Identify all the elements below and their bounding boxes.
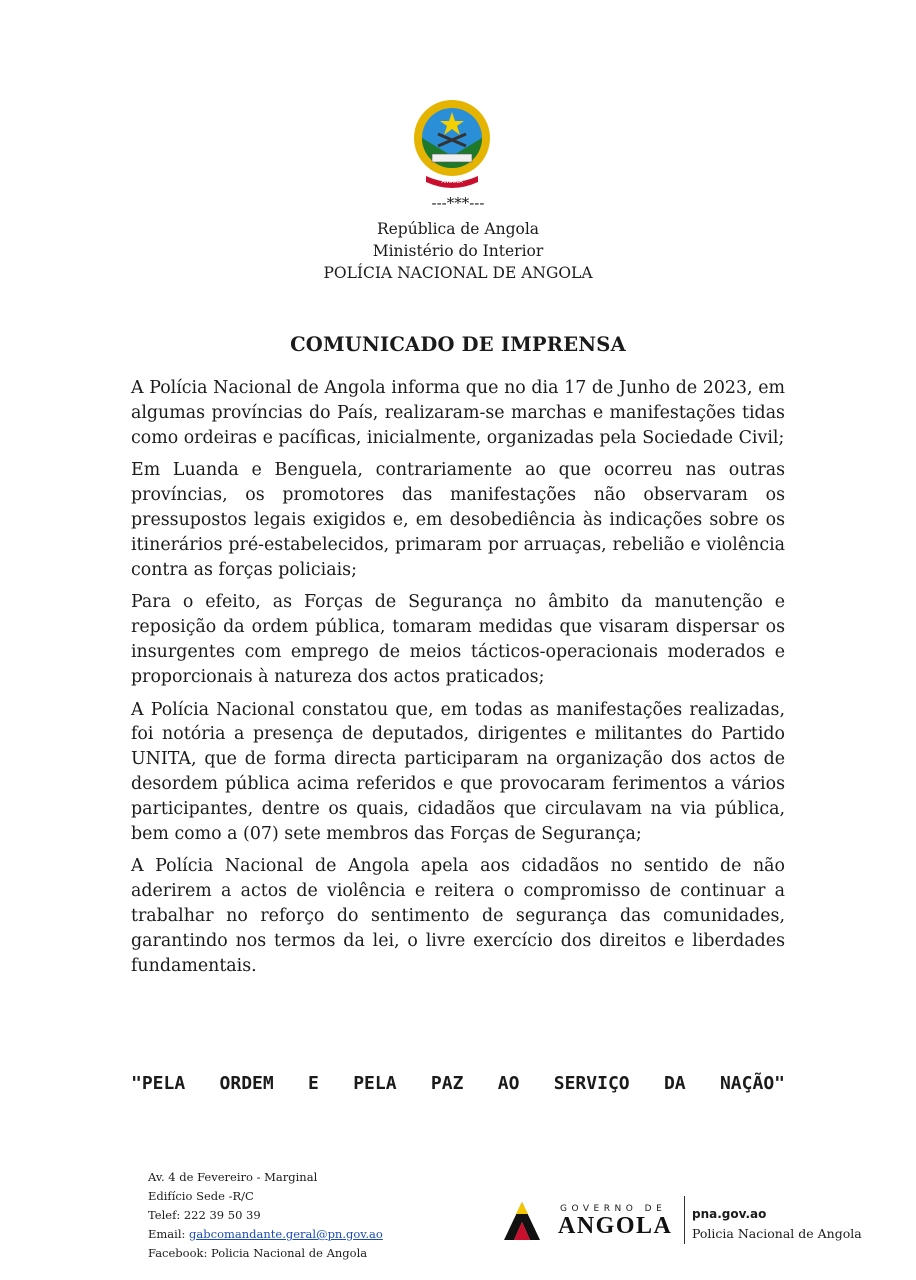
letterhead [0, 218, 916, 284]
paragraph-4: A Polícia Nacional constatou que, em todas as manifestações realizadas, foi notória a presença de deputados, dirigentes e militantes do Partido UNITA, que de forma directa participaram na organização dos actos de desordem pública acima referidos e que provocaram ferimentos a vários participantes, dentre os quais, cidadãos que circulavam na via pública, bem como a (07) sete membros das Forças de Segurança; [131, 699, 785, 844]
website-link[interactable]: pna.gov.ao [692, 1207, 767, 1221]
ministry-line: Ministério do Interior [372, 242, 544, 260]
facebook-line: Facebook: Policia Nacional de Angola [148, 1246, 368, 1260]
site-block [692, 1205, 862, 1243]
angola-wordmark: ANGOLA [558, 1213, 673, 1239]
governo-de-angola-logo [500, 1198, 690, 1248]
paragraph-3: Para o efeito, as Forças de Segurança no âmbito da manutenção e reposição da ordem pública, tomaram medidas que visaram dispersar os insurgentes com emprego de meios tácticos-operacionais moderados e proporcionais à natureza dos actos praticados; [131, 592, 785, 687]
paragraph-2: Em Luanda e Benguela, contrariamente ao que ocorreu nas outras províncias, os promotores das manifestações não observaram os pressupostos legais exigidos e, em desobediência às indicações sobre os itinerários pré-estabelecidos, primaram por arruaças, rebelião e violência contra as forças policiais; [131, 460, 785, 580]
coat-of-arms-icon [408, 98, 496, 194]
document-body [131, 376, 785, 986]
contact-block [148, 1168, 448, 1263]
footer-divider [684, 1196, 685, 1244]
police-line: POLÍCIA NACIONAL DE ANGOLA [323, 264, 593, 282]
header-separator: ---***--- [431, 194, 485, 212]
email-label: Email: [148, 1227, 190, 1241]
paragraph-5: A Polícia Nacional de Angola apela aos cidadãos no sentido de não aderirem a actos de violência e reitera o compromisso de continuar a trabalhar no reforço do sentimento de segurança das comunidades, garantindo nos termos da lei, o livre exercício dos direitos e liberdades fundamentais. [131, 856, 785, 976]
organization-name: Policia Nacional de Angola [692, 1226, 862, 1241]
address-line-2: Edifício Sede -R/C [148, 1189, 254, 1203]
emblem-ribbon-text: ANGOLA [441, 179, 463, 185]
email-line [148, 1225, 448, 1244]
email-link[interactable]: gabcomandante.geral@pn.gov.ao [189, 1227, 383, 1241]
document-title: COMUNICADO DE IMPRENSA [290, 333, 626, 356]
paragraph-1: A Polícia Nacional de Angola informa que no dia 17 de Junho de 2023, em algumas províncias do País, realizaram-se marchas e manifestações tidas como ordeiras e pacíficas, inicialmente, organizadas pela Sociedade Civil; [131, 378, 785, 448]
republic-line: República de Angola [376, 220, 540, 238]
motto: "PELA ORDEM E PELA PAZ AO SERVIÇO DA NAÇÃO" [131, 1073, 785, 1094]
phone-line: Telef: 222 39 50 39 [148, 1208, 261, 1222]
governo-de-text: GOVERNO DE [560, 1204, 667, 1214]
governo-logo-mark-icon [500, 1198, 546, 1242]
address-line-1: Av. 4 de Fevereiro - Marginal [148, 1170, 318, 1184]
